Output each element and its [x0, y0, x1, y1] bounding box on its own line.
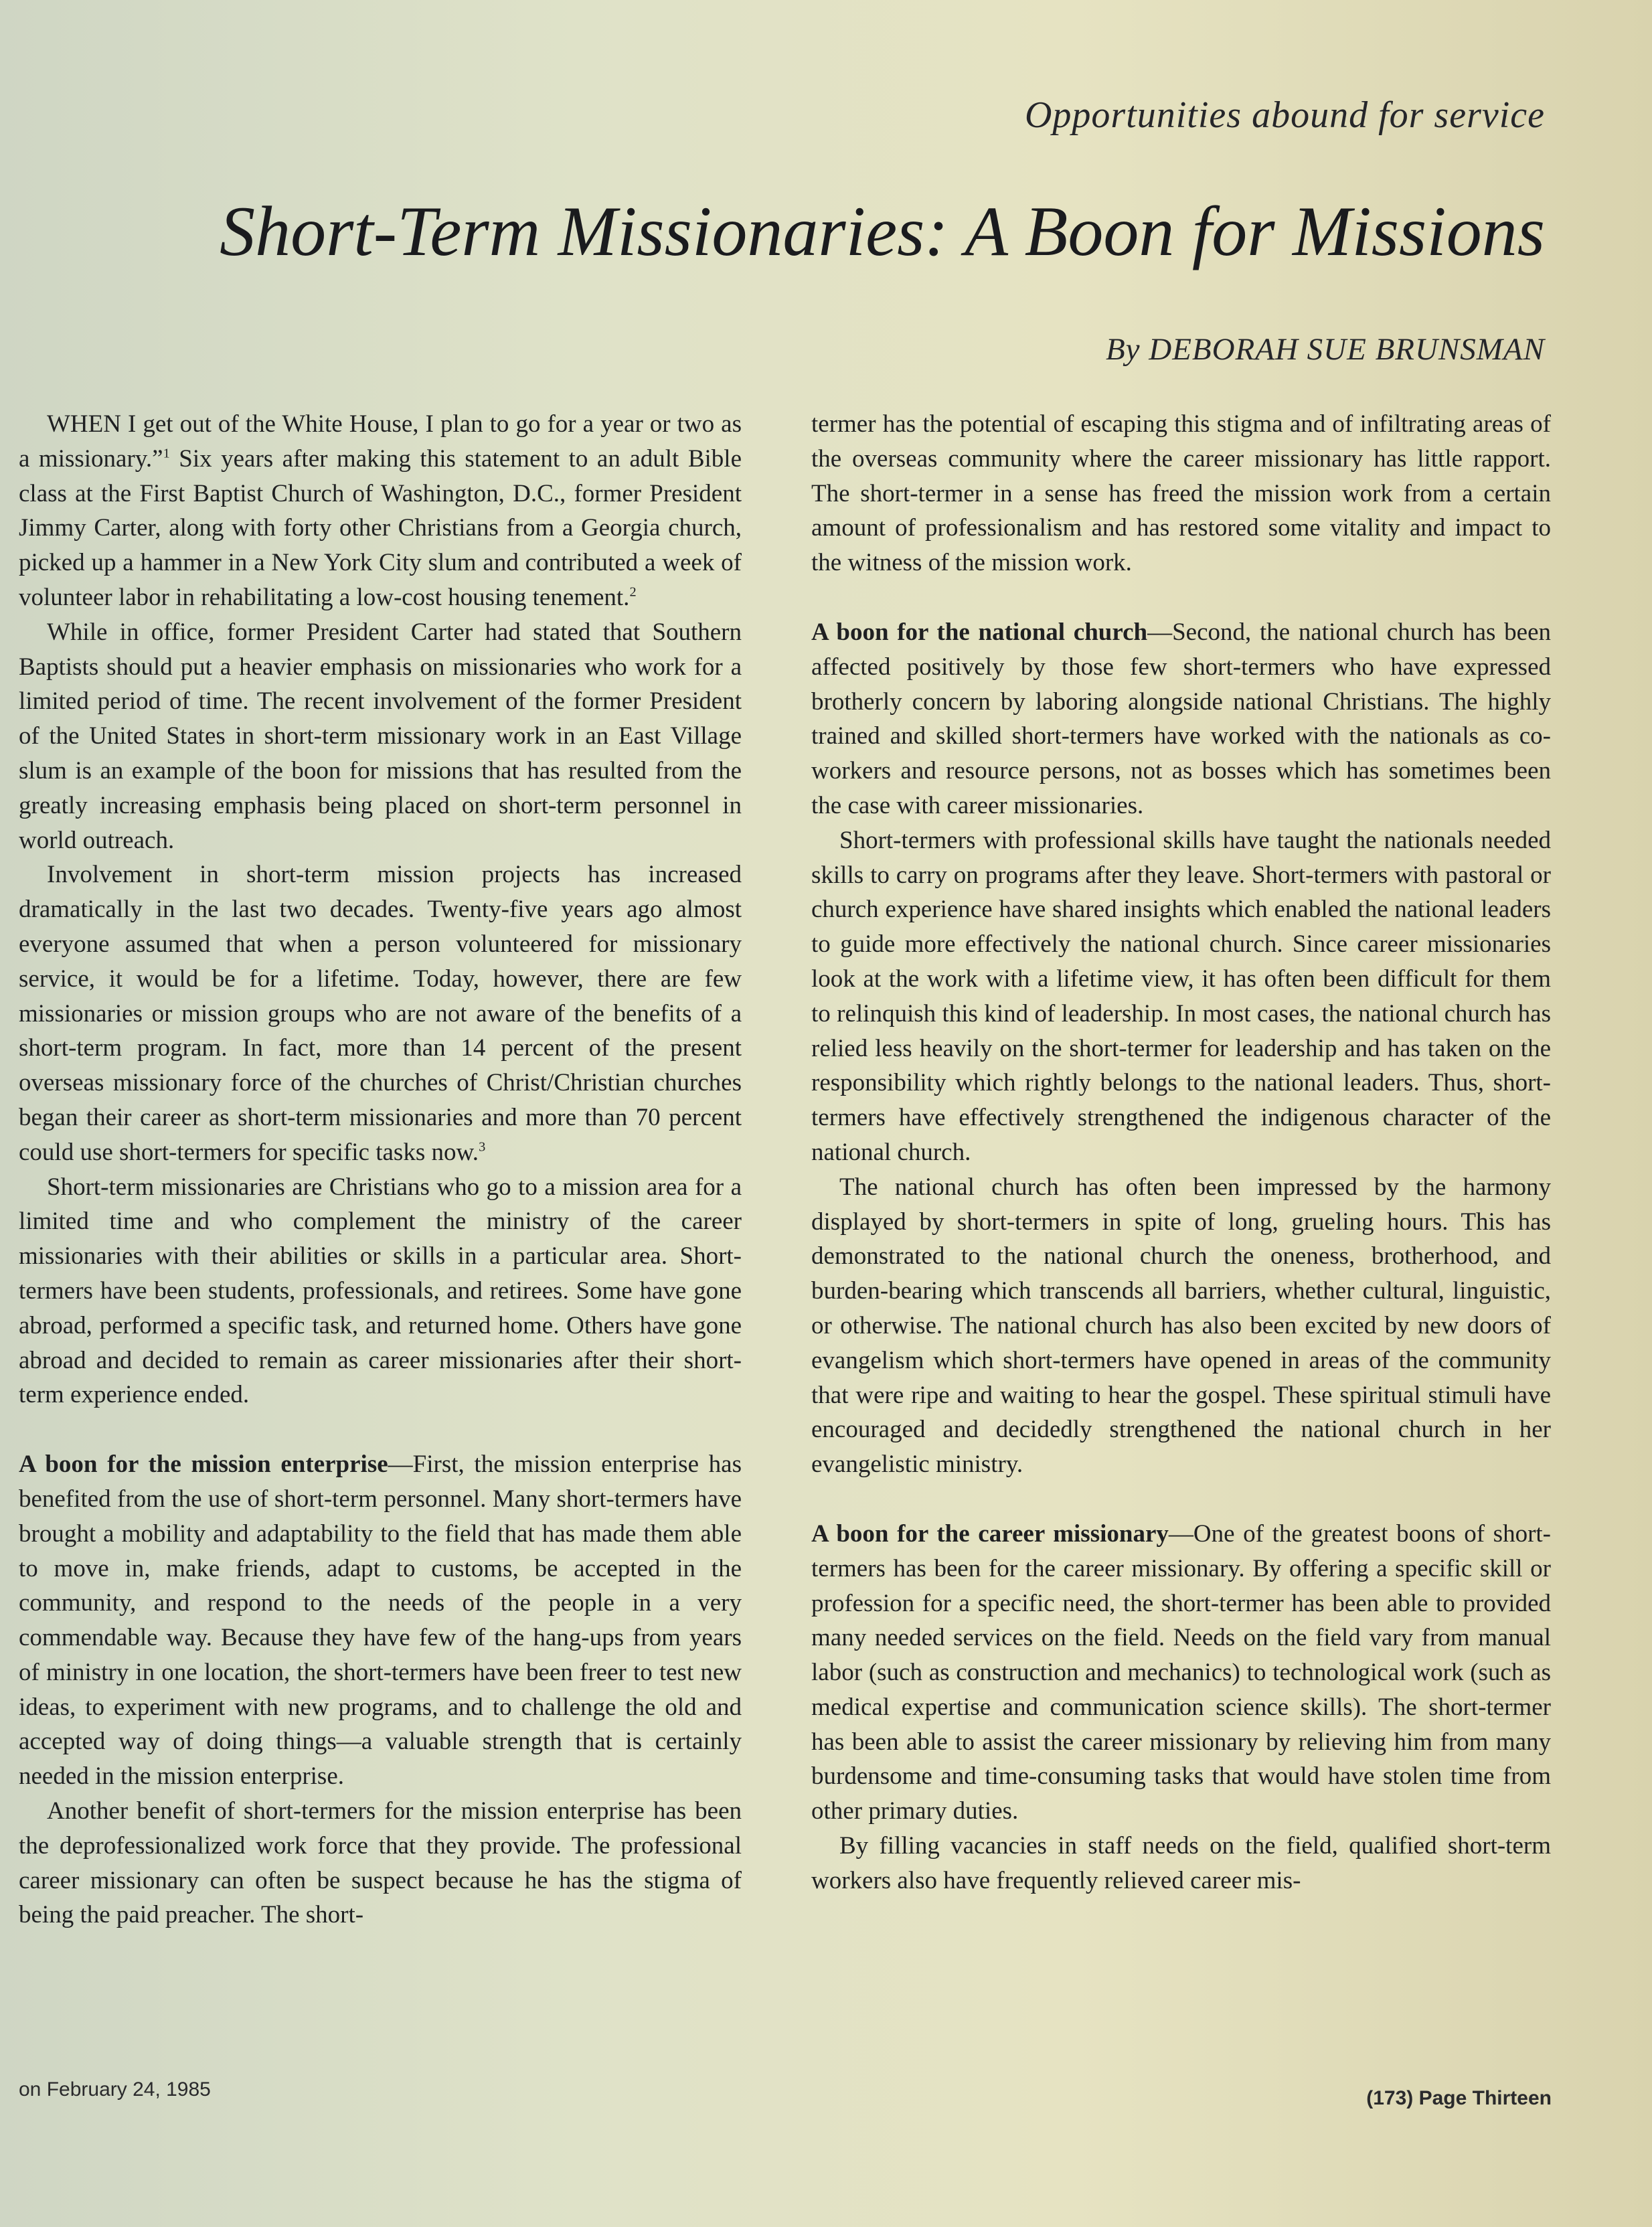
section-heading: A boon for the national church — [811, 618, 1148, 646]
paragraph-text: —One of the greatest boons of short-termers has been for the career missionary. By offering a specific skill or profession for a specific need, the short-termer has been able to provided many needed services on the field. Needs on the field vary from manual labor (such as construction and mechanics) to technological work (such as medical expertise and communication science skills). The short-termer has been able to assist the career missionary by relieving him from many burdensome and time-consuming tasks that would have stolen time from other primary duties. — [811, 1519, 1551, 1825]
byline: By DEBORAH SUE BRUNSMAN — [1105, 332, 1545, 367]
paragraph-text: WHEN I get out of the White House, I plan to go for a year or two as a missionary.” — [19, 410, 742, 473]
paragraph: The national church has often been impressed by the harmony displayed by short-termers in spite of long, grueling hours. This has demonstrated to the national church the oneness, brotherhood, and burden-bearing which transcends all barriers, whether cultural, linguistic, or otherwise. The national church has also been excited by new doors of evangelism which short-termers have opened in areas of the community that were ripe and waiting to hear the gospel. These spiritual stimuli have encouraged and decidedly strengthened the national church in her evangelistic ministry. — [811, 1173, 1551, 1479]
footnote-mark: 2 — [629, 584, 637, 600]
section-paragraph — [811, 615, 1551, 823]
paragraph-text: Involvement in short-term mission projects has increased dramatically in the last two decades. Twenty-five years ago almost everyone assumed that when a person volunteered for missionary service, it would be for a lifetime. Today, however, there are few missionaries or mission groups who are not aware of the benefits of a short-term program. In fact, more than 14 percent of the present overseas missionary force of the churches of Christ/Christian churches began their career as short-term missionaries and more than 70 percent could use short-termers for specific tasks now. — [19, 861, 742, 1166]
paragraph: Short-termers with professional skills have taught the nationals needed skills to carry on programs after they leave. Short-termers with pastoral or church experience have shared insights which enabled the national leaders to guide more effectively the national church. Since career missionaries look at the work with a lifetime view, it has often been difficult for them to relinquish this kind of leadership. In most cases, the national church has relied less heavily on the short-termer for leadership and has taken on the responsibility which rightly belongs to the national leaders. Thus, short-termers have effectively strengthened the indigenous character of the national church. — [811, 826, 1551, 1166]
footer-date: on February 24, 1985 — [19, 2078, 211, 2100]
paragraph — [19, 407, 742, 615]
kicker-line: Opportunities abound for service — [1024, 94, 1545, 136]
paragraph-text: —Second, the national church has been affected positively by those few short-termers who have expressed brotherly concern by laboring alongside national Christians. The highly trained and skilled short-termers have worked with the nationals as co-workers and resource persons, not as bosses which has sometimes been the case with career missionaries. — [811, 618, 1551, 819]
paragraph-text: —First, the mission enterprise has benefited from the use of short-term personnel. Many short-termers have brought a mobility and adaptability to the field that has made them able to move in, make friends, adapt to customs, be accepted in the community, and respond to the needs of the people in a very commendable way. Because they have few of the hang-ups from years of ministry in one location, the short-termers have been freer to test new ideas, to experiment with new programs, and to challenge the old and accepted way of doing things—a valuable strength that is certainly needed in the mission enterprise. — [19, 1451, 742, 1791]
left-column — [19, 407, 742, 1932]
paragraph: Short-term missionaries are Christians who go to a mission area for a limited time and who complement the ministry of the career missionaries with their abilities or skills in a particular area. Short-termers have been students, professionals, and retirees. Some have gone abroad, performed a specific task, and returned home. Others have gone abroad and decided to remain as career missionaries after their short-term experience ended. — [19, 1173, 742, 1409]
footnote-mark: 3 — [479, 1139, 486, 1155]
section-heading: A boon for the career missionary — [811, 1519, 1169, 1548]
section-paragraph — [811, 1517, 1551, 1829]
paragraph-text: Six years after making this statement to an adult Bible class at the First Baptist Church of Washington, D.C., former President Jimmy Carter, along with forty other Christians from a Georgia church, picked up a hammer in a New York City slum and contributed a week of volunteer labor in rehabilitating a low-cost housing tenement. — [19, 444, 742, 611]
article-title: Short-Term Missionaries: A Boon for Missions — [220, 192, 1545, 270]
section-paragraph — [19, 1447, 742, 1794]
paragraph: Another benefit of short-termers for the mission enterprise has been the deprofessionalized work force that they provide. The professional career missionary can often be suspect because he has the stigma of being the paid preacher. The short- — [19, 1797, 742, 1929]
page-number: (173) Page Thirteen — [1366, 2087, 1552, 2109]
paragraph: termer has the potential of escaping this stigma and of infiltrating areas of the overseas community where the career missionary has little rapport. The short-termer in a sense has freed the mission work from a certain amount of professionalism and has restored some vitality and impact to the witness of the mission work. — [811, 410, 1551, 577]
footnote-mark: 1 — [163, 446, 170, 461]
section-heading: A boon for the mission enterprise — [19, 1451, 388, 1479]
paragraph: By filling vacancies in staff needs on the field, qualified short-term workers also have frequently relieved career mis- — [811, 1832, 1551, 1894]
right-column — [811, 407, 1551, 1898]
paragraph — [19, 857, 742, 1169]
paragraph: While in office, former President Carter had stated that Southern Baptists should put a heavier emphasis on missionaries who work for a limited period of time. The recent involvement of the former President of the United States in short-term missionary work in an East Village slum is an example of the boon for missions that has resulted from the greatly increasing emphasis being placed on short-term personnel in world outreach. — [19, 618, 742, 854]
